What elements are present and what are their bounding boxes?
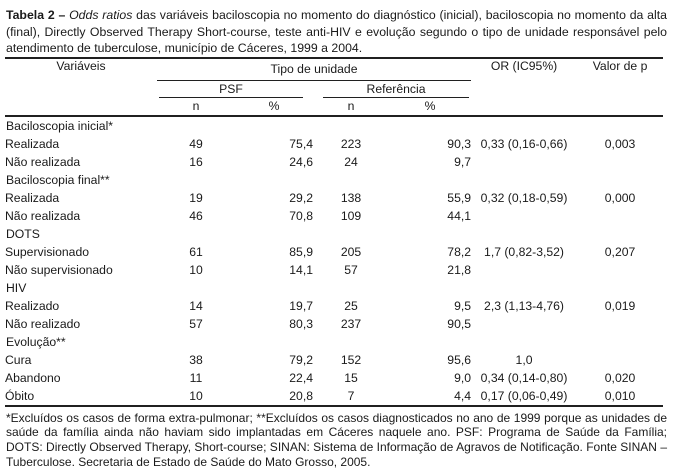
table-row bbox=[5, 369, 663, 387]
psf-n-cell: 49 bbox=[189, 136, 203, 151]
ref-n-cell: 109 bbox=[340, 208, 362, 223]
row-label: Não realizada bbox=[5, 208, 81, 223]
psf-pct-cell: 80,3 bbox=[289, 316, 313, 331]
p-cell bbox=[577, 261, 663, 279]
ref-pct-cell: 21,8 bbox=[447, 262, 472, 277]
or-cell bbox=[471, 315, 577, 333]
group-row-evolucao bbox=[5, 333, 663, 351]
table-row bbox=[5, 243, 663, 261]
header-psf-group bbox=[157, 80, 313, 98]
ref-pct-cell: 55,9 bbox=[447, 190, 472, 205]
or-cell: 1,7 (0,82-3,52) bbox=[484, 244, 564, 259]
p-cell bbox=[577, 207, 663, 225]
header-psf-n: n bbox=[157, 98, 235, 116]
table-row bbox=[5, 207, 663, 225]
row-label: Não realizada bbox=[5, 154, 81, 169]
or-cell: 0,17 (0,06-0,49) bbox=[471, 387, 577, 406]
ref-n-cell: 24 bbox=[344, 154, 358, 169]
psf-n-cell: 10 bbox=[189, 262, 203, 277]
header-variables: Variáveis bbox=[5, 58, 157, 116]
ref-pct-cell: 9,7 bbox=[454, 154, 472, 169]
row-label: Realizada bbox=[5, 136, 60, 151]
ref-pct-cell: 95,6 bbox=[447, 352, 472, 367]
header-row-groups bbox=[5, 58, 663, 81]
row-label: Abandono bbox=[5, 370, 61, 385]
header-ref-n: n bbox=[313, 98, 389, 116]
psf-pct-cell: 19,7 bbox=[289, 298, 313, 313]
psf-n-cell: 57 bbox=[189, 316, 203, 331]
or-cell bbox=[471, 153, 577, 171]
table-title bbox=[6, 7, 667, 57]
group-label: Baciloscopia final** bbox=[6, 172, 110, 187]
group-row-baciloscopia-inicial bbox=[5, 116, 663, 135]
group-label: DOTS bbox=[6, 226, 40, 241]
table-title-label: Tabela 2 – bbox=[6, 8, 66, 22]
header-p-value: Valor de p bbox=[577, 58, 663, 116]
header-reference-label: Referência bbox=[323, 82, 469, 98]
row-label: Realizada bbox=[5, 190, 60, 205]
p-cell bbox=[577, 153, 663, 171]
header-unit-type: Tipo de unidade bbox=[157, 58, 471, 81]
group-label: HIV bbox=[6, 280, 27, 295]
or-cell: 2,3 (1,13-4,76) bbox=[484, 298, 564, 313]
row-label: Não realizado bbox=[5, 316, 81, 331]
table-row bbox=[5, 135, 663, 153]
ref-n-cell: 15 bbox=[344, 370, 358, 385]
group-row-hiv bbox=[5, 279, 663, 297]
p-cell bbox=[577, 315, 663, 333]
psf-pct-cell: 75,4 bbox=[289, 136, 313, 151]
p-cell: 0,010 bbox=[577, 387, 663, 406]
ref-pct-cell: 9,0 bbox=[454, 370, 472, 385]
header-or-ci: OR (IC95%) bbox=[471, 58, 577, 116]
ref-n-cell: 138 bbox=[340, 190, 362, 205]
table-row bbox=[5, 387, 663, 406]
psf-pct-cell: 14,1 bbox=[289, 262, 313, 277]
group-row-baciloscopia-final bbox=[5, 171, 663, 189]
p-cell: 0,020 bbox=[604, 370, 636, 385]
table-row bbox=[5, 153, 663, 171]
psf-pct-cell: 70,8 bbox=[289, 208, 313, 223]
p-cell: 0,019 bbox=[604, 298, 636, 313]
psf-pct-cell: 22,4 bbox=[289, 370, 313, 385]
table-body bbox=[5, 116, 663, 406]
table-row bbox=[5, 351, 663, 369]
p-cell: 0,207 bbox=[604, 244, 636, 259]
or-cell: 0,34 (0,14-0,80) bbox=[480, 370, 568, 385]
table-title-italic-phrase: Odds ratios bbox=[69, 8, 133, 22]
or-cell: 1,0 bbox=[515, 352, 533, 367]
table-header bbox=[5, 58, 663, 116]
or-cell: 0,32 (0,18-0,59) bbox=[480, 190, 568, 205]
ref-pct-cell: 78,2 bbox=[447, 244, 472, 259]
row-label: Cura bbox=[5, 352, 32, 367]
ref-pct-cell: 90,3 bbox=[447, 136, 472, 151]
table-row bbox=[5, 189, 663, 207]
psf-n-cell: 16 bbox=[189, 154, 203, 169]
ref-n-cell: 205 bbox=[340, 244, 362, 259]
ref-pct-cell: 44,1 bbox=[447, 208, 472, 223]
ref-n-cell: 237 bbox=[340, 316, 362, 331]
table-row bbox=[5, 315, 663, 333]
ref-pct-cell: 4,4 bbox=[389, 387, 471, 406]
group-row-dots bbox=[5, 225, 663, 243]
or-cell: 0,33 (0,16-0,66) bbox=[480, 136, 568, 151]
psf-n-cell: 19 bbox=[189, 190, 203, 205]
ref-n-cell: 25 bbox=[344, 298, 358, 313]
row-label: Não supervisionado bbox=[5, 262, 113, 277]
ref-n-cell: 7 bbox=[313, 387, 389, 406]
or-cell bbox=[471, 207, 577, 225]
psf-n-cell: 38 bbox=[189, 352, 203, 367]
header-psf-pct: % bbox=[235, 98, 313, 116]
header-psf-label: PSF bbox=[159, 82, 303, 98]
table-footnote: *Excluídos os casos de forma extra-pulmonar; **Excluídos os casos diagnosticados no ano de 1999 porque as unidades de saúde da família ainda não haviam sido implantadas em Cáceres naquele ano. PSF: Programa de Saúde da Família; DOTS: Directly Observed Therapy, Short-course; SINAN: Sistema de Informação de Agravos de Notificação. Fonte SINAN – Tuberculose. Secretaria de Estado de Saúde do Mato Grosso, 2005. bbox=[6, 410, 667, 469]
row-label: Óbito bbox=[5, 387, 157, 406]
ref-pct-cell: 90,5 bbox=[447, 316, 472, 331]
header-ref-pct: % bbox=[389, 98, 471, 116]
psf-n-cell: 61 bbox=[189, 244, 203, 259]
p-cell: 0,000 bbox=[604, 190, 636, 205]
or-cell bbox=[471, 261, 577, 279]
group-label: Evolução** bbox=[6, 334, 66, 349]
ref-pct-cell: 9,5 bbox=[454, 298, 472, 313]
ref-n-cell: 152 bbox=[340, 352, 362, 367]
ref-n-cell: 57 bbox=[344, 262, 358, 277]
stats-table bbox=[5, 57, 663, 407]
psf-n-cell: 11 bbox=[189, 370, 203, 385]
psf-pct-cell: 29,2 bbox=[289, 190, 313, 205]
p-cell: 0,003 bbox=[604, 136, 636, 151]
table-row bbox=[5, 297, 663, 315]
row-label: Realizado bbox=[5, 298, 60, 313]
header-reference-group bbox=[313, 80, 471, 98]
psf-n-cell: 46 bbox=[189, 208, 203, 223]
psf-pct-cell: 20,8 bbox=[235, 387, 313, 406]
table-title-text: das variáveis baciloscopia no momento do diagnóstico (inicial), baciloscopia no momento da alta (final), Directly Observed Therapy Short-course, teste anti-HIV e evolução segundo o tipo de unidade responsável pelo atendimento de tuberculose, município de Cáceres, 1999 a 2004. bbox=[6, 8, 667, 56]
psf-n-cell: 14 bbox=[189, 298, 203, 313]
p-cell bbox=[577, 351, 663, 369]
psf-pct-cell: 24,6 bbox=[289, 154, 313, 169]
table-row bbox=[5, 261, 663, 279]
row-label: Supervisionado bbox=[5, 244, 90, 259]
group-label: Baciloscopia inicial* bbox=[6, 118, 114, 133]
psf-pct-cell: 79,2 bbox=[289, 352, 313, 367]
psf-n-cell: 10 bbox=[157, 387, 235, 406]
psf-pct-cell: 85,9 bbox=[289, 244, 313, 259]
ref-n-cell: 223 bbox=[340, 136, 362, 151]
